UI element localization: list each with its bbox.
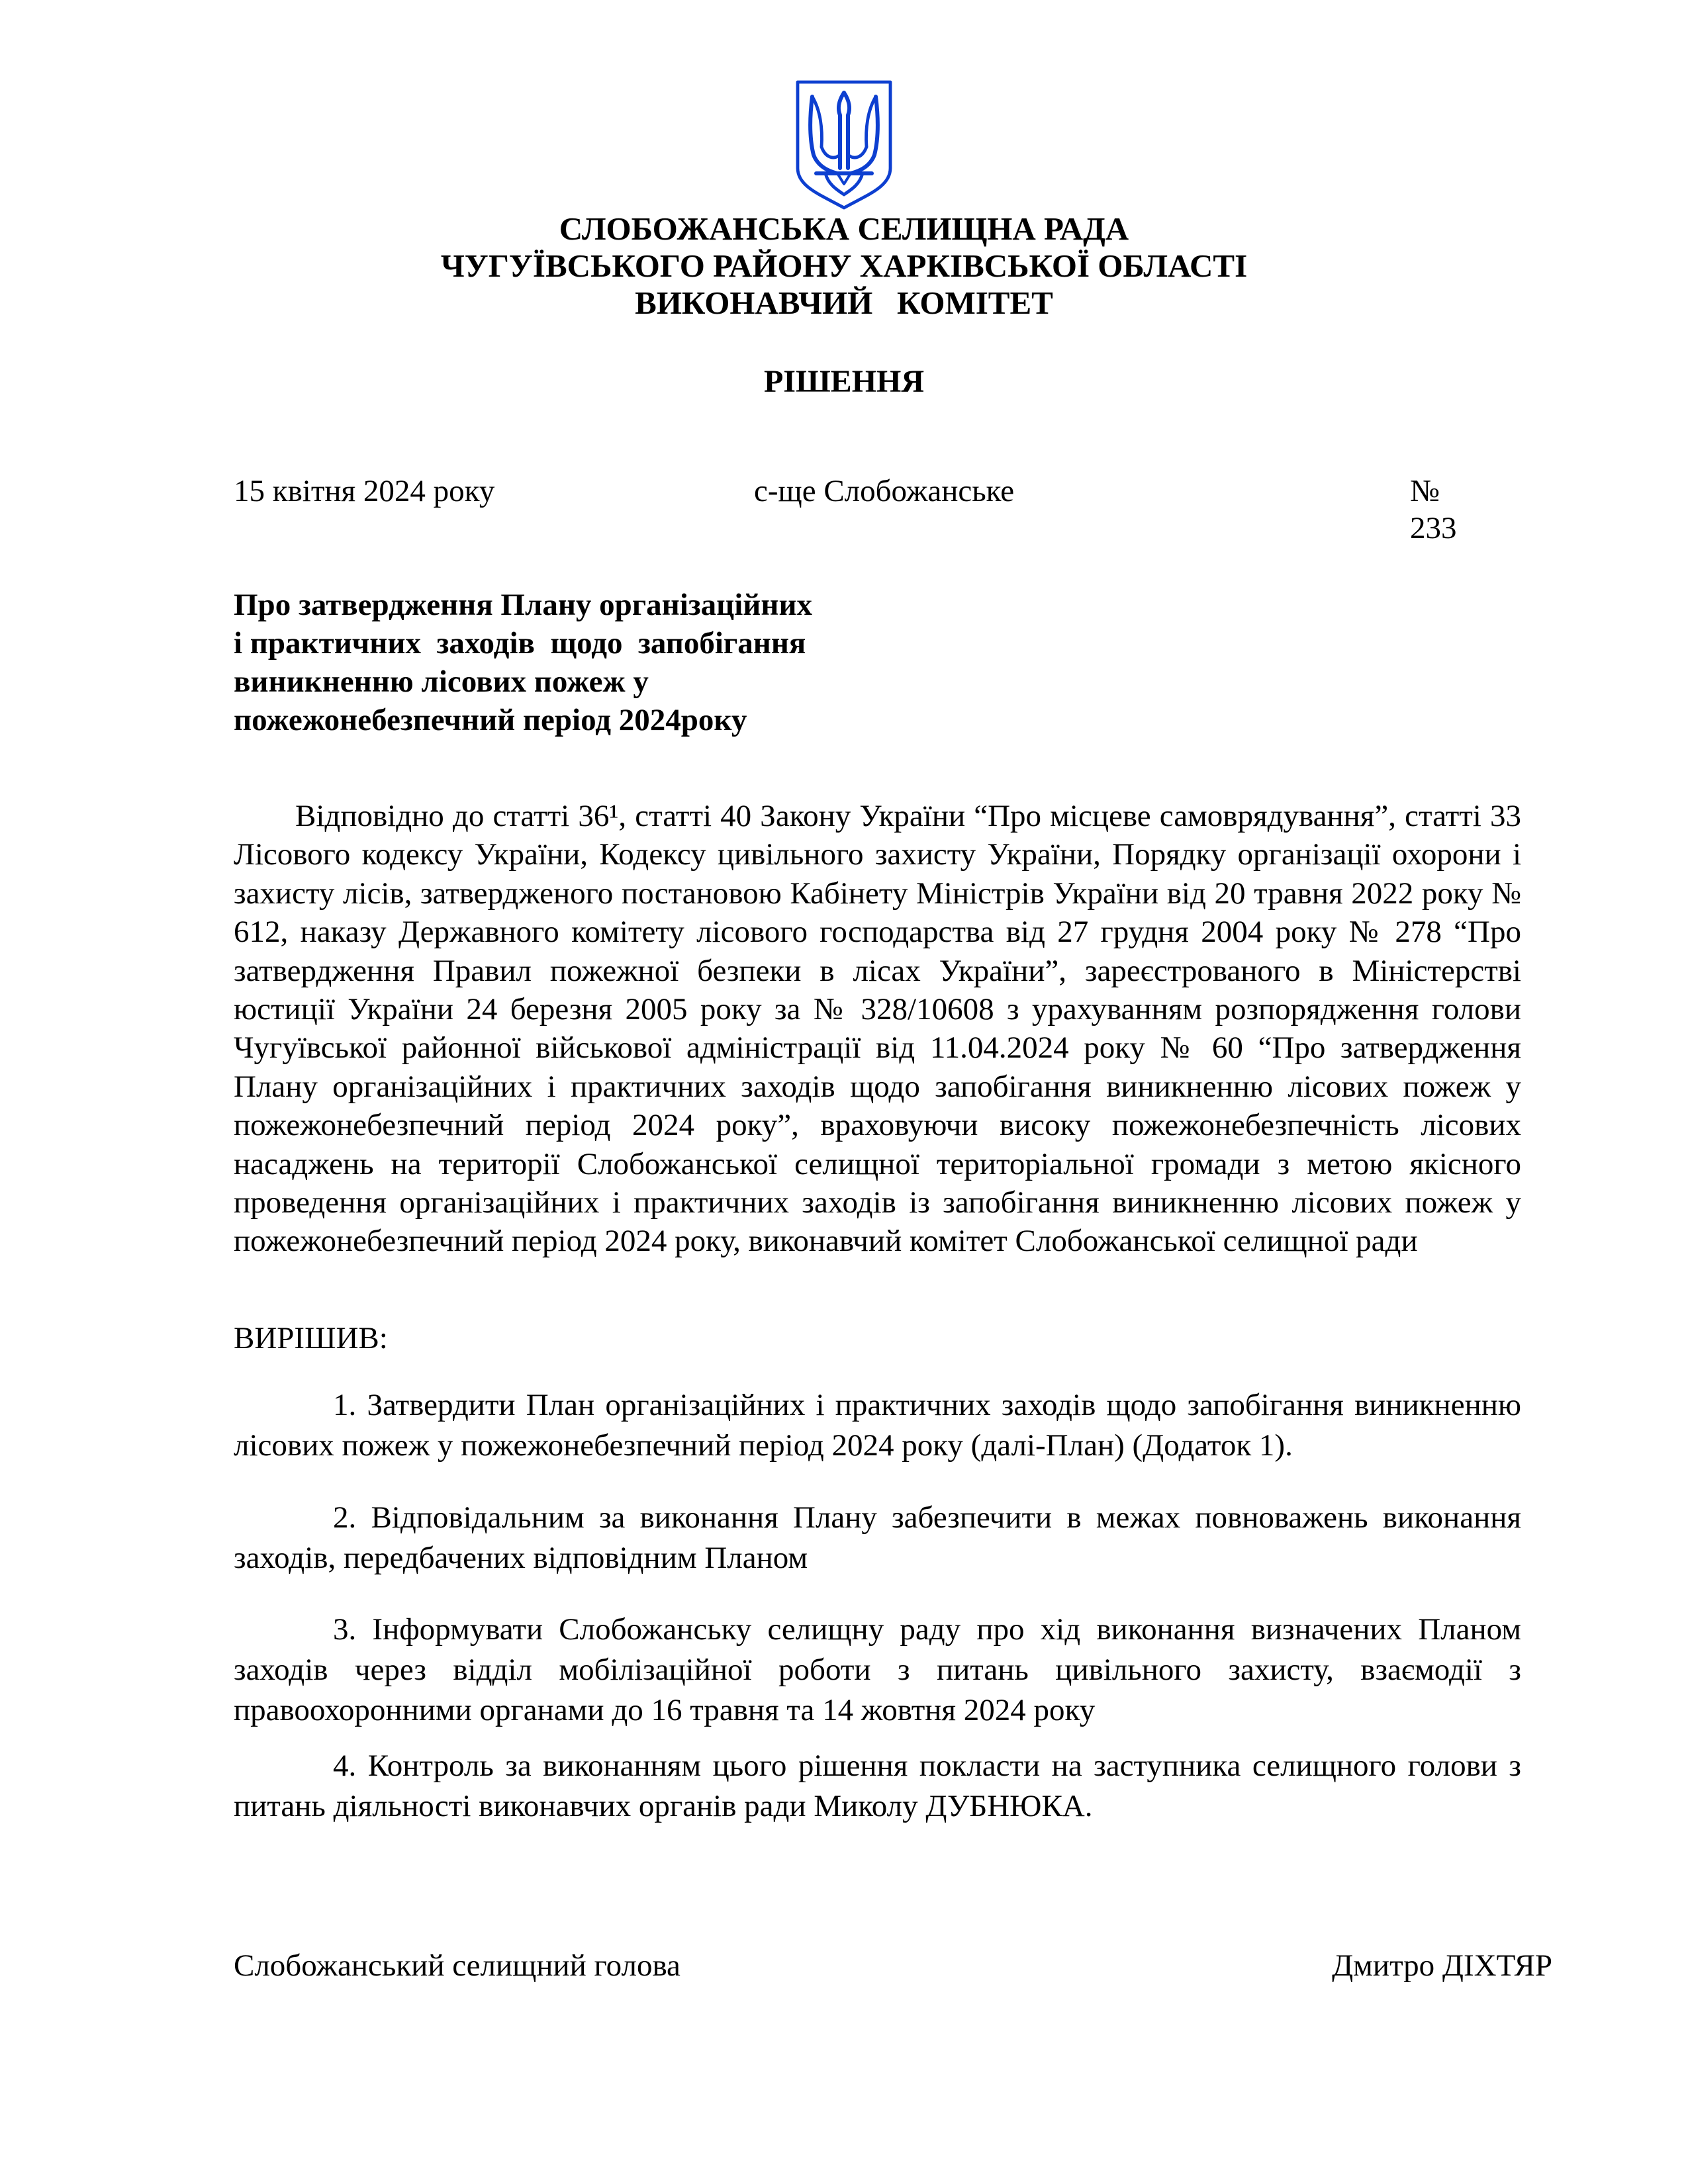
document-type-title: РІШЕННЯ (763, 364, 925, 399)
signature-block (234, 1946, 1552, 1985)
document-place: с-ще Слобожанське (754, 474, 1015, 508)
decision-item-4: 4. Контроль за виконанням цього рішення покласти на заступника селищного голови з питань діяльності виконавчих органів ради Миколу ДУБНЮКА. (234, 1749, 1521, 1823)
decision-item-1: 1. Затвердити План організаційних і практичних заходів щодо запобігання виникненню лісових пожеж у пожежонебезпечний період 2024 року (далі-План) (Додаток 1). (234, 1388, 1521, 1463)
organization-header (199, 210, 1489, 322)
subject-line-1: Про затвердження Плану організаційних (234, 588, 813, 622)
document-number: № 233 (1410, 474, 1457, 545)
decided-heading: ВИРІШИВ: (234, 1321, 388, 1355)
header-executive-committee: ВИКОНАВЧИЙ КОМІТЕТ (635, 285, 1053, 321)
preamble-paragraph: Відповідно до статті 36¹, статті 40 Закону України “Про місцеве самоврядування”, статті 33 Лісового кодексу України, Кодексу цивільного захисту України, Порядку організації охорони і захисту лісів, затвердженого постановою Кабінету Міністрів України від 20 травня 2022 року № 612, наказу Державного комітету лісового господарства від 27 грудня 2004 року № 278 “Про затвердження Правил пожежної безпеки в лісах України”, зареєстрованого в Міністерстві юстиції України 24 березня 2005 року за № 328/10608 з урахуванням розпорядження голови Чугуївської районної військової адміністрації від 11.04.2024 року № 60 “Про затвердження Плану організаційних і практичних заходів щодо запобігання виникненню лісових пожеж у пожежонебезпечний період 2024 року”, враховуючи високу пожежонебезпечність лісових насаджень на території Слобожанської селищної територіальної громади з метою якісного проведення організаційних і практичних заходів із запобігання виникненню лісових пожеж у пожежонебезпечний період 2024 року, виконавчий комітет Слобожанської селищної ради (234, 799, 1521, 1259)
header-district-region: ЧУГУЇВСЬКОГО РАЙОНУ ХАРКІВСЬКОЇ ОБЛАСТІ (440, 248, 1248, 284)
signatory-name: Дмитро ДІХТЯР (1332, 1948, 1552, 1983)
document-date: 15 квітня 2024 року (234, 474, 495, 508)
trident-coat-of-arms-icon (794, 78, 894, 212)
document-subject (234, 586, 962, 739)
decision-item-2: 2. Відповідальним за виконання Плану забезпечити в межах повноважень виконання заходів, передбачених відповідним Планом (234, 1500, 1521, 1575)
subject-line-4: пожежонебезпечний період 2024року (234, 703, 747, 737)
document-meta-row (234, 473, 1489, 545)
subject-line-2: і практичних заходів щодо запобігання (234, 626, 806, 660)
subject-line-3: виникненню лісових пожеж у (234, 664, 649, 699)
signatory-role: Слобожанський селищний голова (234, 1948, 680, 1983)
decision-item-3: 3. Інформувати Слобожанську селищну раду про хід виконання визначених Планом заходів через відділ мобілізаційної роботи з питань цивільного захисту, взаємодії з правоохоронними органами до 16 травня та 14 жовтня 2024 року (234, 1612, 1521, 1727)
header-council-name: СЛОБОЖАНСЬКА СЕЛИЩНА РАДА (559, 210, 1129, 247)
